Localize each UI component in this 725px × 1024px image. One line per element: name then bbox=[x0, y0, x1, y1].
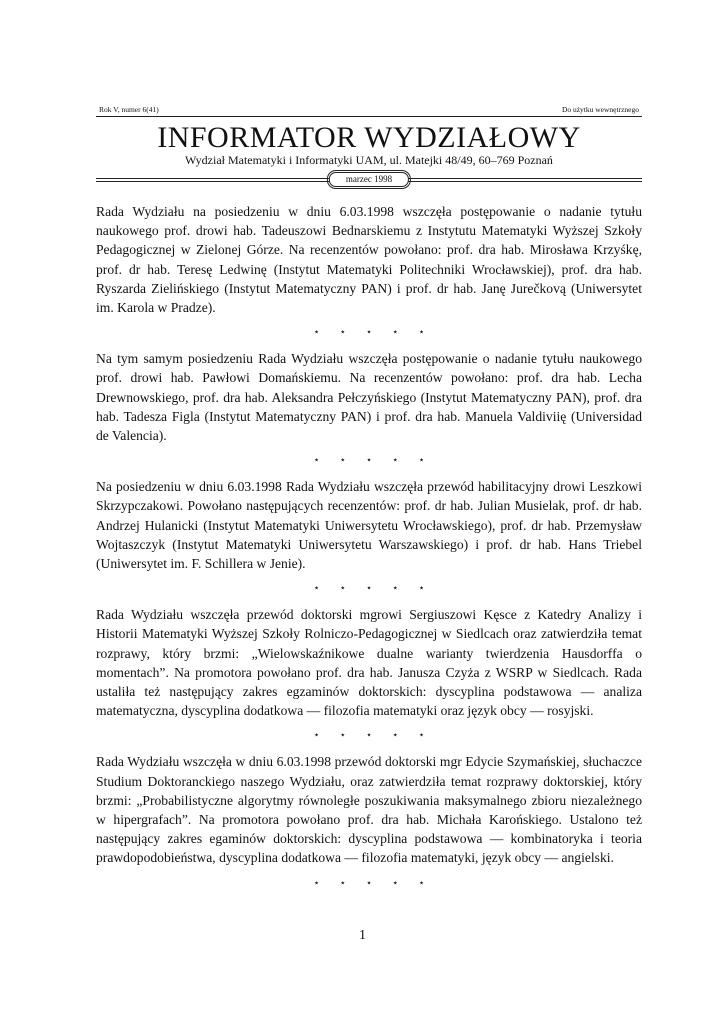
date-banner bbox=[96, 172, 642, 190]
star-separator bbox=[96, 317, 642, 349]
internal-use-note: Do użytku wewnętrznego bbox=[561, 105, 639, 114]
star-icon: ⋆ bbox=[392, 730, 399, 742]
star-icon: ⋆ bbox=[392, 455, 399, 467]
star-icon: ⋆ bbox=[339, 455, 346, 467]
star-icon: ⋆ bbox=[313, 327, 320, 339]
star-icon: ⋆ bbox=[339, 327, 346, 339]
star-separator bbox=[96, 868, 642, 900]
star-icon: ⋆ bbox=[392, 327, 399, 339]
paragraph-3: Na posiedzeniu w dniu 6.03.1998 Rada Wydziału wszczęła przewód habilitacyjny drowi Leszkowi Skrzypczakowi. Powołano następujących recenzentów: prof. dr hab. Julian Musielak, prof. dr hab. Andrzej Hulanicki (Instytut Matematyki Uniwersytetu Wrocławskiego), prof. dr hab. Przemysław Wojtaszczyk (Instytut Matematyki Uniwersytetu Warszawskiego) i prof. dr hab. Hans Triebel (Uniwersytet im. F. Schillera w Jenie). bbox=[96, 479, 642, 572]
star-icon: ⋆ bbox=[418, 730, 425, 742]
star-icon: ⋆ bbox=[313, 877, 320, 889]
star-separator bbox=[96, 445, 642, 477]
document-page bbox=[96, 105, 642, 900]
page-number: 1 bbox=[359, 928, 366, 943]
star-icon: ⋆ bbox=[365, 455, 373, 467]
star-icon: ⋆ bbox=[392, 877, 399, 889]
header-topline bbox=[96, 105, 642, 117]
star-icon: ⋆ bbox=[313, 455, 320, 467]
star-icon: ⋆ bbox=[418, 583, 425, 595]
star-icon: ⋆ bbox=[339, 877, 346, 889]
paragraph-1: Rada Wydziału na posiedzeniu w dniu 6.03.1998 wszczęła postępowanie o nadanie tytułu naukowego prof. drowi hab. Tadeuszowi Bednarskiemu z Instytutu Matematyki Wyższej Szkoły Pedagogicznej w Zielonej Górze. Na recenzentów powołano: prof. dra hab. Mirosława Krzyśkę, prof. dr hab. Teresę Ledwinę (Instytut Matematyki Politechniki Wrocławskiej), prof. dra hab. Ryszarda Zielińskiego (Instytut Matematyczny PAN) i prof. dr hab. Janę Jurečkovą (Uniwersytet im. Karola w Pradze). bbox=[96, 204, 642, 316]
paragraph-2: Na tym samym posiedzeniu Rada Wydziału wszczęła postępowanie o nadanie tytułu naukowego prof. drowi hab. Pawłowi Domańskiemu. Na recenzentów powołano: prof. dra hab. Lecha Drewnowskiego, prof. dra hab. Aleksandra Pełczyńskiego (Instytut Matematyczny PAN), prof. dra hab. Tadesza Figla (Instytut Matematyczny PAN) i prof. dra hab. Manuela Valdiviię (Universidad de Valencia). bbox=[96, 351, 642, 444]
issue-date: marzec 1998 bbox=[329, 172, 409, 187]
star-icon: ⋆ bbox=[365, 877, 373, 889]
star-icon: ⋆ bbox=[339, 730, 346, 742]
newsletter-title: INFORMATOR WYDZIAŁOWY bbox=[157, 121, 581, 154]
paragraph-4: Rada Wydziału wszczęła przewód doktorski mgrowi Sergiuszowi Kęsce z Katedry Analizy i Historii Matematyki Wyższej Szkoły Rolniczo-Pedagogicznej w Siedlcach oraz zatwierdziła temat rozprawy, który brzmi: „Wielowskaźnikowe dualne warianty twierdzenia Hausdorffa o momentach”. Na promotora powołano prof. dra hab. Janusza Czyża z WSRP w Siedlcach. Rada ustaliła też następujący zakres egzaminów doktorskich: dyscyplina podstawowa — analiza matematyczna, dyscyplina dodatkowa — filozofia matematyki oraz język obcy — rosyjski. bbox=[96, 607, 642, 719]
newsletter-subtitle: Wydział Matematyki i Informatyki UAM, ul. Matejki 48/49, 60–769 Poznań bbox=[185, 153, 553, 167]
star-icon: ⋆ bbox=[313, 583, 320, 595]
star-icon: ⋆ bbox=[365, 583, 373, 595]
issue-number: Rok V, numer 6(41) bbox=[99, 105, 159, 114]
star-icon: ⋆ bbox=[418, 877, 425, 889]
star-separator bbox=[96, 720, 642, 752]
star-icon: ⋆ bbox=[392, 583, 399, 595]
star-separator bbox=[96, 573, 642, 605]
star-icon: ⋆ bbox=[418, 327, 425, 339]
star-icon: ⋆ bbox=[365, 327, 373, 339]
star-icon: ⋆ bbox=[365, 730, 373, 742]
star-icon: ⋆ bbox=[339, 583, 346, 595]
paragraph-5: Rada Wydziału wszczęła w dniu 6.03.1998 przewód doktorski mgr Edycie Szymańskiej, słuchaczce Studium Doktoranckiego naszego Wydziału, oraz zatwierdziła temat rozprawy doktorskiej, który brzmi: „Probabilistyczne algorytmy równoległe poszukiwania maksymalnego zbioru niezależnego w hipergrafach”. Na promotora powołano prof. dra hab. Michała Karońskiego. Ustalono też następujący zakres egaminów doktorskich: dyscyplina podstawowa — kombinatoryka i teoria prawdopodobieństwa, dyscyplina dodatkowa — filozofia matematyki, język obcy — angielski. bbox=[96, 754, 642, 866]
star-icon: ⋆ bbox=[418, 455, 425, 467]
star-icon: ⋆ bbox=[313, 730, 320, 742]
